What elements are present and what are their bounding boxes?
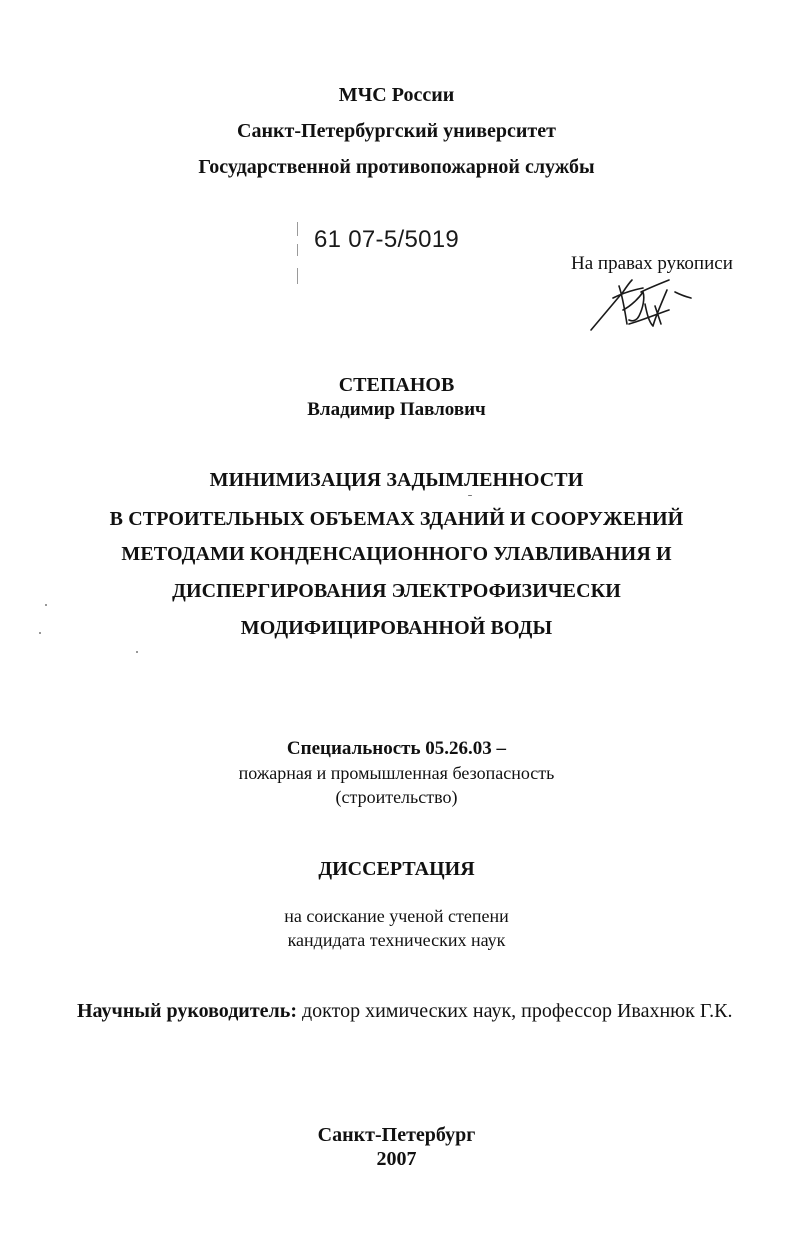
scan-speck [468, 495, 472, 496]
service-name: Государственной противопожарной службы [198, 156, 595, 178]
handwritten-signature [583, 268, 698, 338]
degree-line: кандидата технических наук [287, 930, 506, 950]
degree-line: на соискание ученой степени [284, 906, 509, 926]
specialty-name: пожарная и промышленная безопасность [238, 763, 555, 783]
title-line: МИНИМИЗАЦИЯ ЗАДЫМЛЕННОСТИ [209, 469, 584, 491]
stamp-mark [297, 244, 298, 256]
title-line: ДИСПЕРГИРОВАНИЯ ЭЛЕКТРОФИЗИЧЕСКИ [172, 580, 621, 602]
manuscript-rights: На правах рукописи [571, 253, 733, 274]
scan-speck [39, 632, 41, 634]
title-line: МОДИФИЦИРОВАННОЙ ВОДЫ [240, 617, 553, 639]
city: Санкт-Петербург [317, 1124, 476, 1146]
ministry-name: МЧС России [338, 84, 455, 106]
registration-number: 61 07-5/5019 [314, 226, 460, 253]
year: 2007 [376, 1148, 417, 1170]
scientific-advisor [77, 1000, 732, 1023]
specialty-label: Специальность 05.26.03 – [286, 738, 507, 759]
stamp-mark [297, 222, 298, 236]
author-surname: СТЕПАНОВ [338, 374, 455, 396]
title-line: В СТРОИТЕЛЬНЫХ ОБЪЕМАХ ЗДАНИЙ И СООРУЖЕНИЙ [109, 508, 684, 530]
university-name: Санкт-Петербургский университет [237, 120, 556, 142]
stamp-mark [297, 268, 298, 284]
document-type: ДИССЕРТАЦИЯ [318, 858, 475, 880]
advisor-value: доктор химических наук, профессор Ивахнюк Г.К. [302, 1000, 733, 1022]
title-line: МЕТОДАМИ КОНДЕНСАЦИОННОГО УЛАВЛИВАНИЯ И [121, 543, 672, 565]
scan-speck [136, 651, 138, 653]
specialty-field: (строительство) [335, 787, 458, 807]
scan-speck [45, 604, 47, 606]
author-given-names: Владимир Павлович [307, 399, 486, 420]
advisor-label: Научный руководитель: [77, 1000, 297, 1022]
